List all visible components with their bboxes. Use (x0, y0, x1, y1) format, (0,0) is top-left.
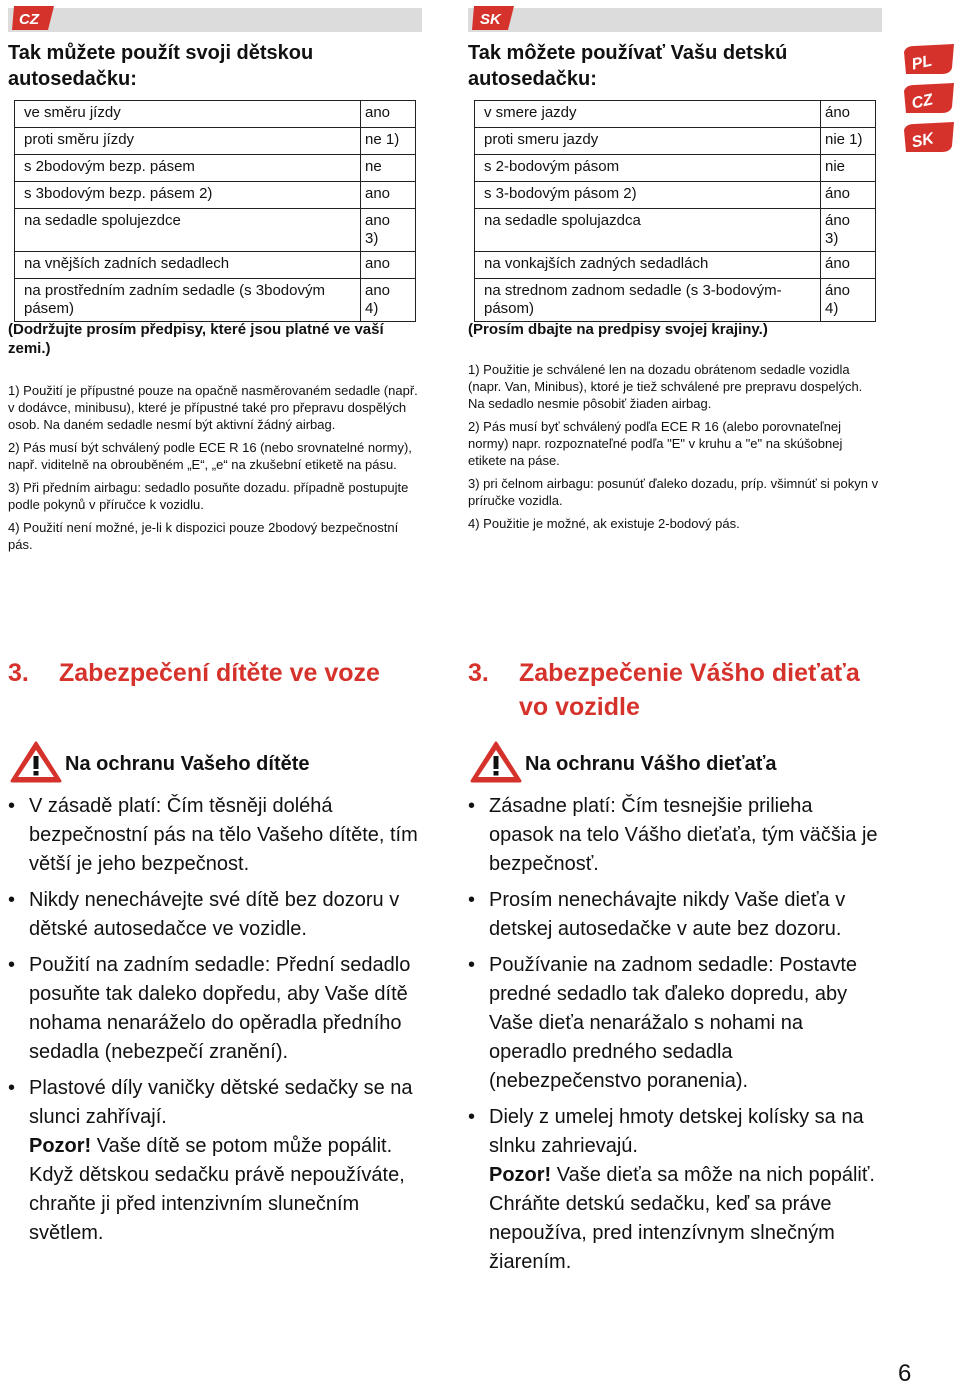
list-item (8, 1074, 422, 1248)
table-row (475, 128, 876, 155)
table-row (15, 252, 416, 279)
row-value: ne (361, 155, 416, 182)
bullet-text-continued: Vaše dítě se potom může popálit. Když dětskou sedačku právě nepoužíváte, chraňte ji před intenzivním slunečním světlem. (29, 1135, 405, 1244)
sk-section-title: Zabezpečenie Vášho dieťaťa vo vozidle (519, 659, 860, 721)
footnote: 2) Pás musí byť schválený podľa ECE R 16 (alebo porovnateľnej normy) napr. rozpoznateľné podľa "E" v kruhu a "e" na skúšobnej etikete na páse. (468, 419, 843, 468)
list-item (8, 951, 422, 1067)
svg-text:SK: SK (480, 11, 501, 28)
bullet-text-continued: Vaše dieťa sa môže na nich popáliť. Chráňte detskú sedačku, keď sa práve nepoužíva, pred intenzívnym slnečným žiarením. (489, 1164, 875, 1273)
row-value: ano (361, 182, 416, 209)
row-label: proti smeru jazdy (475, 128, 821, 155)
sk-warning-title: Na ochranu Vášho dieťaťa (525, 753, 777, 775)
table-row (475, 182, 876, 209)
bullet-text: V zásadě platí: Čím těsněji doléhá bezpečnostní pás na tělo Vašeho dítěte, tím větší je jeho bezpečnost. (29, 795, 418, 875)
footnote: 3) Při předním airbagu: sedadlo posuňte dozadu. případně postupujte podle pokynů v příručce k vozidlu. (8, 480, 409, 512)
language-tab-sk (902, 120, 956, 154)
footnote: 1) Použití je přípustné pouze na opačně nasměrovaném sedadle (např. v dodávce, minibusu), které je přípustné také pro přepravu dospělých osob. Na daném sedadle nesmí být aktivní žádný airbag. (8, 383, 418, 432)
bullet-text: Diely z umelej hmoty detskej kolísky sa na slnku zahrievajú. (489, 1106, 864, 1157)
row-label: ve směru jízdy (15, 101, 361, 128)
list-item (8, 886, 422, 944)
row-value: ne 1) (361, 128, 416, 155)
cz-section-title: Zabezpečení dítěte ve voze (59, 659, 380, 687)
cz-warning (8, 740, 422, 784)
row-label: na vnějších zadních sedadlech (15, 252, 361, 279)
footnote: 1) Použitie je schválené len na dozadu obrátenom sedadle vozidla (napr. Van, Minibus), ktoré je tiež schválené pre prepravu dospelých. Na sedadlo nesmie pôsobiť žiaden airbag. (468, 362, 863, 411)
list-item (468, 792, 882, 879)
table-row (15, 209, 416, 252)
sk-footnotes (468, 361, 882, 538)
table-row (15, 279, 416, 322)
list-item (468, 886, 882, 944)
row-value: áno 3) (821, 209, 876, 252)
row-value: nie 1) (821, 128, 876, 155)
sk-section-number: 3. (468, 659, 489, 687)
svg-text:PL: PL (910, 52, 934, 74)
row-label: na prostředním zadním sedadle (s 3bodovým pásem) (15, 279, 361, 322)
cz-usage-table (14, 100, 416, 322)
bullet-text: Nikdy nenechávejte své dítě bez dozoru v dětské autosedačce ve vozidle. (29, 889, 400, 940)
cz-footnotes (8, 382, 422, 559)
table-row (475, 279, 876, 322)
table-row (15, 182, 416, 209)
bullet-warning-label: Pozor! (29, 1135, 92, 1157)
list-item (468, 951, 882, 1096)
bullet-text: Prosím nenechávajte nikdy Vaše dieťa v detskej autosedačke v aute bez dozoru. (489, 889, 846, 940)
table-row (475, 252, 876, 279)
row-label: s 2-bodovým pásom (475, 155, 821, 182)
row-label: na vonkajších zadných sedadlách (475, 252, 821, 279)
cz-title: Tak můžete použít svoji dětskou autosedačku: (8, 42, 314, 90)
bullet-text: Použití na zadním sedadle: Přední sedadlo posuňte tak daleko dopředu, aby Vaše dítě nohama nenaráželo do opěradla předního sedadla (nebezpečí zranění). (29, 954, 411, 1063)
table-row (15, 155, 416, 182)
row-label: proti směru jízdy (15, 128, 361, 155)
list-item (8, 792, 422, 879)
bullet-text: Plastové díly vaničky dětské sedačky se na slunci zahřívají. (29, 1077, 413, 1128)
warning-triangle-icon (10, 740, 62, 784)
row-value: áno (821, 252, 876, 279)
footnote: 3) pri čelnom airbagu: posunúť ďaleko dozadu, príp. všimnúť si pokyn v príručke vozidla. (468, 476, 879, 508)
table-row (15, 101, 416, 128)
row-label: na sedadle spolujezdce (15, 209, 361, 252)
sk-warning (468, 740, 882, 784)
cz-regulation-note: (Dodržujte prosím předpisy, které jsou platné ve vaší zemi.) (8, 321, 384, 357)
row-value: ano (361, 252, 416, 279)
row-label: s 3bodovým bezp. pásem 2) (15, 182, 361, 209)
row-value: áno (821, 182, 876, 209)
cz-language-badge (10, 4, 56, 32)
row-label: s 3-bodovým pásom 2) (475, 182, 821, 209)
sk-title: Tak môžete používať Vašu detskú autosedačku: (468, 42, 788, 90)
row-value: ano (361, 101, 416, 128)
row-value: ano 3) (361, 209, 416, 252)
list-item (468, 1103, 882, 1277)
row-value: ano 4) (361, 279, 416, 322)
footnote: 4) Použití není možné, je-li k dispozici pouze 2bodový bezpečnostní pás. (8, 520, 399, 552)
bullet-warning-label: Pozor! (489, 1164, 552, 1186)
language-tabs (902, 42, 960, 159)
table-row (475, 155, 876, 182)
sk-usage-table (474, 100, 876, 322)
footnote: 2) Pás musí být schválený podle ECE R 16 (nebo srovnatelné normy), např. viditelně na obrouběném „E“, „e“ na zkušební etiketě na pásu. (8, 440, 412, 472)
sk-bullet-list (468, 792, 882, 1284)
warning-triangle-icon (470, 740, 522, 784)
svg-text:CZ: CZ (910, 91, 935, 113)
table-row (475, 209, 876, 252)
table-row (15, 128, 416, 155)
sk-header-bar (468, 8, 882, 32)
language-tab-cz (902, 81, 956, 115)
page-number: 6 (898, 1360, 912, 1387)
footnote: 4) Použitie je možné, ak existuje 2-bodový pás. (468, 516, 740, 531)
cz-warning-title: Na ochranu Vašeho dítěte (65, 753, 310, 775)
row-label: v smere jazdy (475, 101, 821, 128)
row-label: s 2bodovým bezp. pásem (15, 155, 361, 182)
row-value: nie (821, 155, 876, 182)
row-label: na sedadle spolujazdca (475, 209, 821, 252)
cz-section-number: 3. (8, 659, 29, 687)
cz-header-bar (8, 8, 422, 32)
cz-bullet-list (8, 792, 422, 1255)
bullet-text: Používanie na zadnom sedadle: Postavte predné sedadlo tak ďaleko dopredu, aby Vaše dieťa nenarážalo s nohami na operadlo predného sedadla (nebezpečenstvo poranenia). (489, 954, 858, 1092)
row-value: áno (821, 101, 876, 128)
row-value: áno 4) (821, 279, 876, 322)
sk-language-badge (470, 4, 516, 32)
sk-regulation-note: (Prosím dbajte na predpisy svojej krajiny.) (468, 321, 768, 338)
svg-text:SK: SK (910, 130, 936, 152)
bullet-text: Zásadne platí: Čím tesnejšie prilieha opasok na telo Vášho dieťaťa, tým väčšia je bezpečnosť. (489, 795, 878, 875)
language-tab-pl (902, 42, 956, 76)
table-row (475, 101, 876, 128)
row-label: na strednom zadnom sedadle (s 3-bodovým-pásom) (475, 279, 821, 322)
svg-text:CZ: CZ (19, 11, 39, 28)
